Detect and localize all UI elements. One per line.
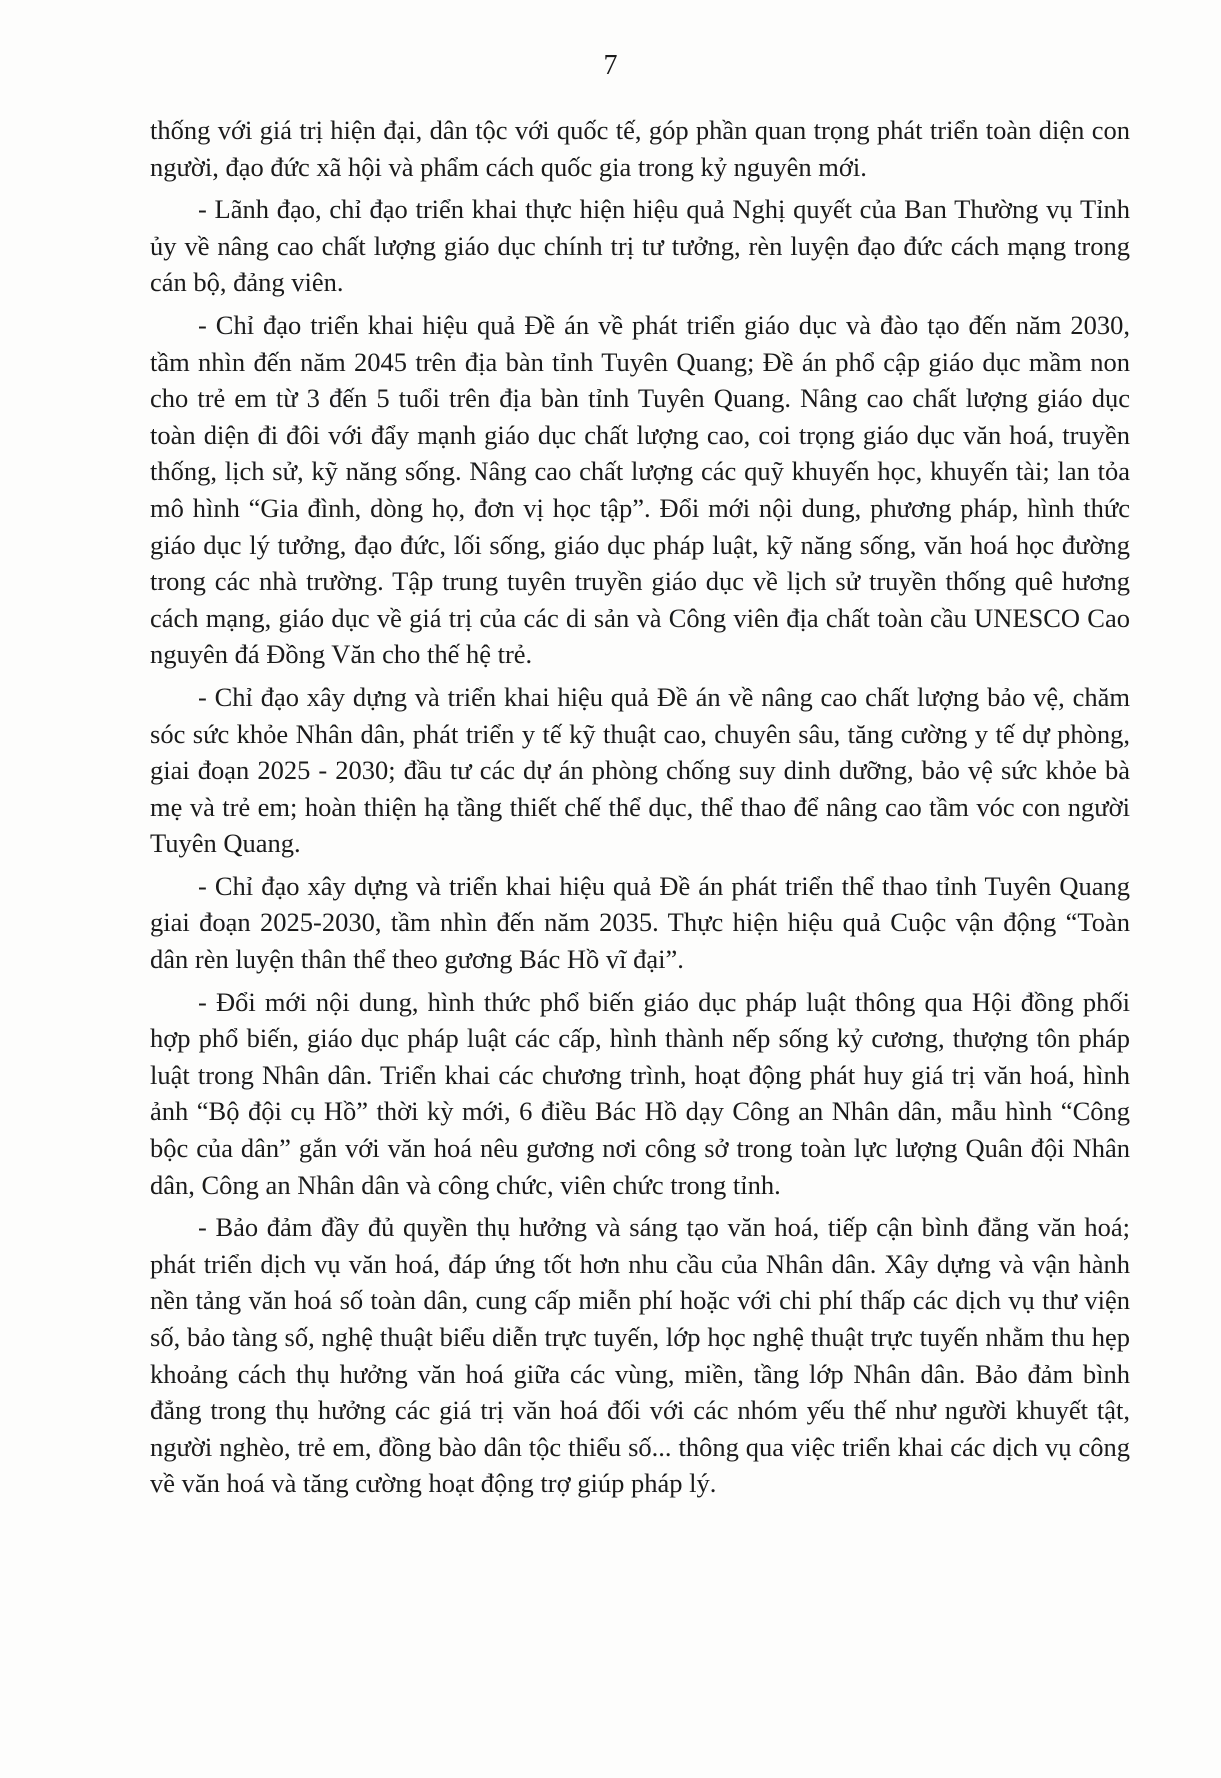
paragraph-health-care: - Chỉ đạo xây dựng và triển khai hiệu quả Đề án về nâng cao chất lượng bảo vệ, chăm sóc sức khỏe Nhân dân, phát triển y tế kỹ thuật cao, chuyên sâu, tăng cường y tế dự phòng, giai đoạn 2025 - 2030; đầu tư các dự án phòng chống suy dinh dưỡng, bảo vệ sức khỏe bà mẹ và trẻ em; hoàn thiện hạ tầng thiết chế thể dục, thể thao để nâng cao tầm vóc con người Tuyên Quang.: [150, 681, 1130, 859]
paragraph-continuation: thống với giá trị hiện đại, dân tộc với quốc tế, góp phần quan trọng phát triển toàn diện con người, đạo đức xã hội và phẩm cách quốc gia trong kỷ nguyên mới.: [150, 115, 1130, 182]
paragraph-political-education: - Lãnh đạo, chỉ đạo triển khai thực hiện hiệu quả Nghị quyết của Ban Thường vụ Tỉnh ủy về nâng cao chất lượng giáo dục chính trị tư tưởng, rèn luyện đạo đức cách mạng trong cán bộ, đảng viên.: [150, 194, 1130, 298]
document-body: [150, 112, 1130, 1508]
paragraph-education-development: - Chỉ đạo triển khai hiệu quả Đề án về phát triển giáo dục và đào tạo đến năm 2030, tầm nhìn đến năm 2045 trên địa bàn tỉnh Tuyên Quang; Đề án phổ cập giáo dục mầm non cho trẻ em từ 3 đến 5 tuổi trên địa bàn tỉnh Tuyên Quang. Nâng cao chất lượng giáo dục toàn diện đi đôi với đẩy mạnh giáo dục chất lượng cao, coi trọng giáo dục văn hoá, truyền thống, lịch sử, kỹ năng sống. Nâng cao chất lượng các quỹ khuyến học, khuyến tài; lan tỏa mô hình “Gia đình, dòng họ, đơn vị học tập”. Đổi mới nội dung, phương pháp, hình thức giáo dục lý tưởng, đạo đức, lối sống, giáo dục pháp luật, kỹ năng sống, văn hoá học đường trong các nhà trường. Tập trung tuyên truyền giáo dục về lịch sử truyền thống quê hương cách mạng, giáo dục về giá trị của các di sản và Công viên địa chất toàn cầu UNESCO Cao nguyên đá Đồng Văn cho thế hệ trẻ.: [150, 309, 1130, 670]
paragraph-legal-education: - Đổi mới nội dung, hình thức phổ biến giáo dục pháp luật thông qua Hội đồng phối hợp phổ biến, giáo dục pháp luật các cấp, hình thành nếp sống kỷ cương, thượng tôn pháp luật trong Nhân dân. Triển khai các chương trình, hoạt động phát huy giá trị văn hoá, hình ảnh “Bộ đội cụ Hồ” thời kỳ mới, 6 điều Bác Hồ dạy Công an Nhân dân, mẫu hình “Công bộc của dân” gắn với văn hoá nêu gương nơi công sở trong toàn lực lượng Quân đội Nhân dân, Công an Nhân dân và công chức, viên chức trong tỉnh.: [150, 986, 1130, 1200]
paragraph-sports-development: - Chỉ đạo xây dựng và triển khai hiệu quả Đề án phát triển thể thao tỉnh Tuyên Quang giai đoạn 2025-2030, tầm nhìn đến năm 2035. Thực hiện hiệu quả Cuộc vận động “Toàn dân rèn luyện thân thể theo gương Bác Hồ vĩ đại”.: [150, 870, 1130, 975]
page-number: 7: [603, 50, 618, 81]
paragraph-cultural-access: - Bảo đảm đầy đủ quyền thụ hưởng và sáng tạo văn hoá, tiếp cận bình đẳng văn hoá; phát triển dịch vụ văn hoá, đáp ứng tốt hơn nhu cầu của Nhân dân. Xây dựng và vận hành nền tảng văn hoá số toàn dân, cung cấp miễn phí hoặc với chi phí thấp các dịch vụ thư viện số, bảo tàng số, nghệ thuật biểu diễn trực tuyến, lớp học nghệ thuật trực tuyến nhằm thu hẹp khoảng cách thụ hưởng văn hoá giữa các vùng, miền, tầng lớp Nhân dân. Bảo đảm bình đẳng trong thụ hưởng các giá trị văn hoá đối với các nhóm yếu thế như người khuyết tật, người nghèo, trẻ em, đồng bào dân tộc thiểu số... thông qua việc triển khai các dịch vụ công về văn hoá và tăng cường hoạt động trợ giúp pháp lý.: [150, 1212, 1130, 1499]
